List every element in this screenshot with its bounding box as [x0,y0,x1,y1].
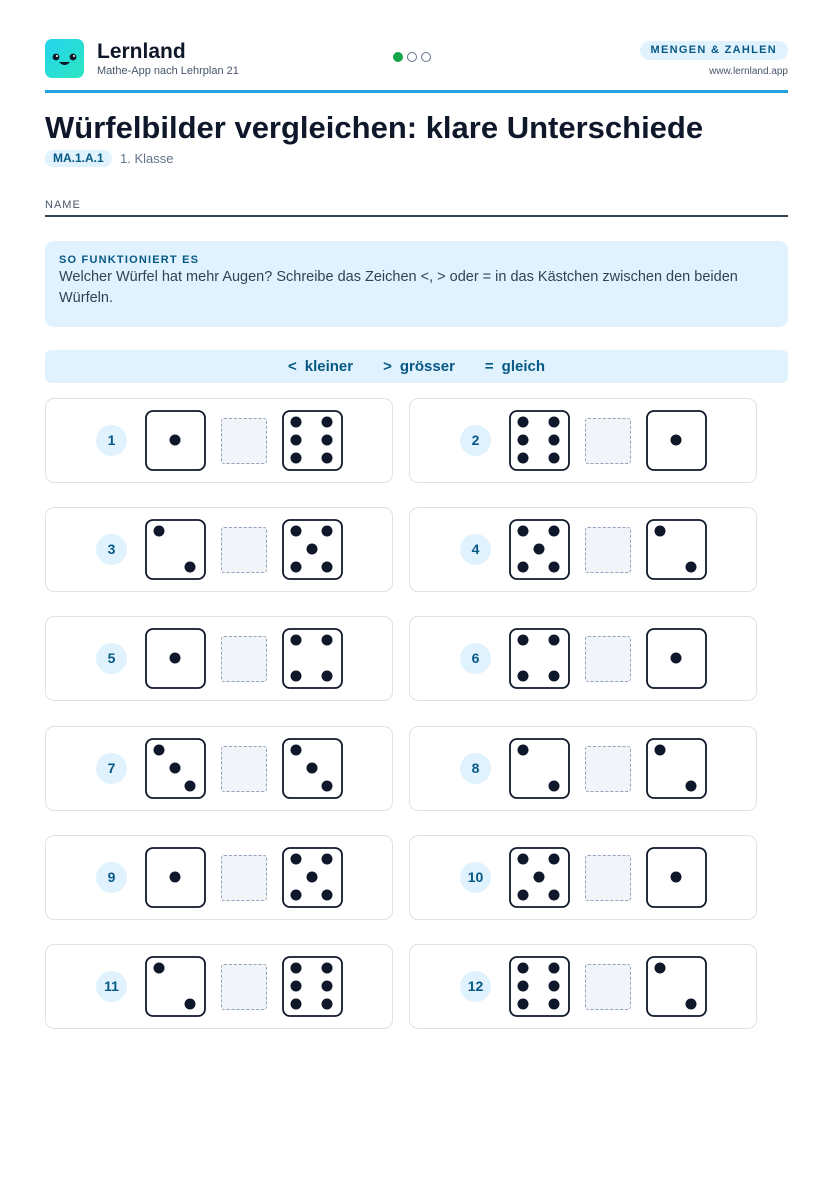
die-pip [655,744,666,755]
answer-box[interactable] [585,418,631,464]
die-pip [170,435,181,446]
die-pip [322,453,333,464]
task-number: 11 [96,971,127,1002]
brand-name: Lernland [97,40,186,63]
die-pip [322,963,333,974]
die-pip [518,889,529,900]
die-pip [291,999,302,1010]
die-pip [518,526,529,537]
die-right [646,628,707,689]
die-pip [291,981,302,992]
name-write-line[interactable] [45,215,788,217]
answer-box[interactable] [221,527,267,573]
die-left [145,410,206,471]
progress-dot [421,52,431,62]
die-left [509,956,570,1017]
legend-symbol: < [287,358,297,375]
die-pip [549,780,560,791]
die-pip [322,889,333,900]
task-number: 1 [96,425,127,456]
topic-badge: MENGEN & ZAHLEN [640,41,788,60]
answer-box[interactable] [221,636,267,682]
die-pip [534,544,545,555]
symbol-legend [45,350,788,383]
instructions-title: SO FUNKTIONIERT ES [59,254,200,266]
legend-item [485,358,545,375]
instructions-text: Welcher Würfel hat mehr Augen? Schreibe das Zeichen <, > oder = in das Kästchen zwischen den beiden Würfeln. [59,269,738,306]
task-number: 4 [460,534,491,565]
answer-box[interactable] [221,746,267,792]
task-card [45,507,393,592]
brand-subtitle: Mathe-App nach Lehrplan 21 [97,65,239,77]
die-pip [322,417,333,428]
die-pip [549,526,560,537]
die-pip [671,435,682,446]
lernland-logo [45,39,84,78]
die-left [509,738,570,799]
task-card [45,835,393,920]
die-pip [549,635,560,646]
curriculum-code-badge: MA.1.A.1 [45,150,112,167]
die-pip [671,871,682,882]
die-pip [549,671,560,682]
page-title: Würfelbilder vergleichen: klare Unterschiede [45,110,704,145]
die-left [509,628,570,689]
task-number: 5 [96,643,127,674]
legend-label: gleich [501,358,546,375]
die-pip [291,635,302,646]
die-pip [322,853,333,864]
progress-dot [407,52,417,62]
legend-symbol: = [484,358,494,375]
die-left [145,628,206,689]
task-card [409,944,757,1029]
task-number: 2 [460,425,491,456]
die-pip [291,889,302,900]
task-number: 3 [96,534,127,565]
die-right [282,956,343,1017]
legend-symbol: > [383,358,392,375]
die-pip [549,981,560,992]
instructions-box [45,241,788,327]
die-pip [170,762,181,773]
die-right [646,410,707,471]
progress-dot [393,52,403,62]
die-pip [322,999,333,1010]
answer-box[interactable] [585,855,631,901]
die-pip [291,963,302,974]
task-card [409,835,757,920]
task-card [45,398,393,483]
die-pip [291,435,302,446]
die-pip [322,780,333,791]
task-number: 6 [460,643,491,674]
die-pip [686,999,697,1010]
worksheet-header [45,38,788,92]
die-pip [549,435,560,446]
die-pip [307,544,318,555]
die-pip [518,417,529,428]
legend-item [383,358,455,375]
die-right [646,519,707,580]
die-pip [549,453,560,464]
die-pip [170,871,181,882]
die-right [282,410,343,471]
die-pip [518,981,529,992]
die-pip [170,653,181,664]
die-pip [549,963,560,974]
answer-box[interactable] [221,855,267,901]
die-right [282,628,343,689]
die-pip [655,526,666,537]
die-pip [291,417,302,428]
answer-box[interactable] [221,964,267,1010]
die-pip [322,435,333,446]
progress-dots [393,52,431,66]
task-number: 12 [460,971,491,1002]
die-pip [307,871,318,882]
die-right [282,847,343,908]
die-pip [291,453,302,464]
task-number: 10 [460,862,491,893]
task-number: 9 [96,862,127,893]
die-pip [322,635,333,646]
die-pip [322,562,333,573]
answer-box[interactable] [585,964,631,1010]
answer-box[interactable] [585,636,631,682]
die-pip [655,963,666,974]
task-card [45,616,393,701]
die-pip [518,435,529,446]
die-pip [518,963,529,974]
die-pip [518,999,529,1010]
answer-box[interactable] [585,746,631,792]
die-pip [518,853,529,864]
die-pip [518,744,529,755]
name-label: NAME [45,199,81,211]
die-pip [291,562,302,573]
die-pip [534,871,545,882]
answer-box[interactable] [585,527,631,573]
die-pip [549,889,560,900]
die-right [282,519,343,580]
legend-label: kleiner [304,358,354,375]
die-pip [518,453,529,464]
grade-label: 1. Klasse [120,151,174,166]
die-left [145,738,206,799]
die-pip [154,526,165,537]
die-left [509,847,570,908]
die-pip [154,963,165,974]
die-pip [671,653,682,664]
die-pip [549,417,560,428]
die-pip [549,853,560,864]
legend-label: grösser [399,358,455,375]
die-left [145,519,206,580]
legend-item [288,358,353,375]
die-pip [549,999,560,1010]
die-pip [291,671,302,682]
die-left [145,847,206,908]
task-card [409,398,757,483]
header-divider [45,90,788,93]
die-pip [185,562,196,573]
die-pip [291,853,302,864]
die-pip [185,999,196,1010]
die-pip [307,762,318,773]
die-right [282,738,343,799]
die-pip [549,562,560,573]
die-pip [518,671,529,682]
die-left [509,410,570,471]
smiley-icon [45,39,84,78]
die-right [646,956,707,1017]
task-card [45,944,393,1029]
die-pip [518,635,529,646]
task-card [45,726,393,811]
die-pip [291,744,302,755]
die-pip [154,744,165,755]
die-pip [291,526,302,537]
die-pip [518,562,529,573]
die-left [509,519,570,580]
answer-box[interactable] [221,418,267,464]
task-number: 8 [460,753,491,784]
task-card [409,726,757,811]
die-pip [322,981,333,992]
task-card [409,507,757,592]
die-pip [322,526,333,537]
die-left [145,956,206,1017]
task-number: 7 [96,753,127,784]
website-url: www.lernland.app [709,66,788,77]
task-card [409,616,757,701]
die-right [646,847,707,908]
die-pip [686,562,697,573]
die-pip [686,780,697,791]
die-pip [322,671,333,682]
die-right [646,738,707,799]
die-pip [185,780,196,791]
